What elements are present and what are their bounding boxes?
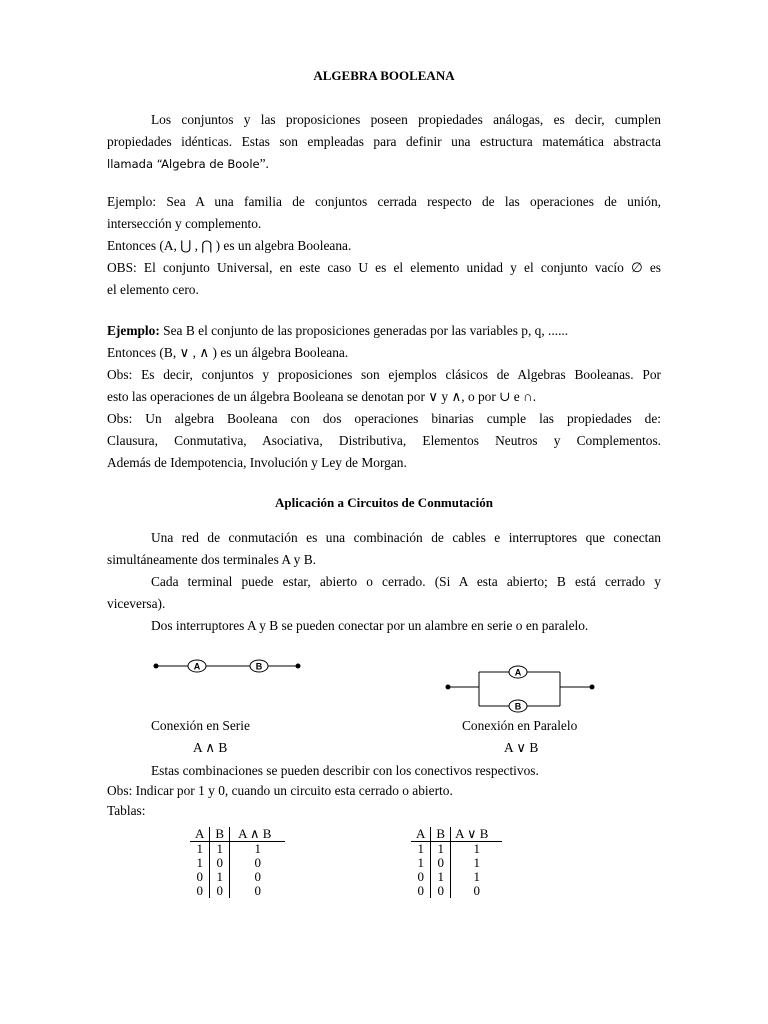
or-cell: 0	[473, 883, 480, 898]
and-cell: 0	[254, 855, 261, 870]
circuits-paragraph	[107, 527, 661, 637]
truth-table-or	[411, 827, 502, 898]
or-header-result: A ∨ B	[451, 827, 503, 842]
truth-table-and-header	[190, 827, 285, 842]
example1-line-3: Entonces (A, ⋃ , ⋂ ) es un algebra Booleana.	[107, 238, 352, 253]
and-cell: 1	[210, 842, 230, 857]
parallel-circuit-diagram	[442, 662, 602, 716]
parallel-terminal-left	[446, 685, 451, 690]
example2-line-1-text: Sea B el conjunto de las proposiciones generadas por las variables p, q, ......	[159, 323, 569, 338]
parallel-label: Conexión en Paralelo	[462, 718, 578, 733]
and-header-b: B	[210, 827, 230, 842]
intro-line-2: propiedades idénticas. Estas son empleadas para definir una estructura matemática abstracta	[107, 134, 661, 149]
intro-line-3-text: llamada “Algebra de Boole	[107, 157, 260, 171]
and-cell: 0	[254, 869, 261, 884]
or-cell: 0	[431, 856, 451, 870]
or-cell: 1	[411, 856, 431, 870]
example2-line-3: Obs: Es decir, conjuntos y proposiciones son ejemplos clásicos de Algebras Booleanas. Por	[107, 367, 661, 382]
circuits-line-2: simultáneamente dos terminales A y B.	[107, 552, 317, 567]
or-cell: 1	[411, 842, 431, 857]
circuits-line-3: Cada terminal puede estar, abierto o cerrado. (Si A esta abierto; B está cerrado y	[151, 574, 661, 589]
and-cell: 0	[254, 883, 261, 898]
tables-label: Tablas:	[107, 803, 146, 818]
example1-line-2: intersección y complemento.	[107, 216, 262, 231]
series-terminal-right	[296, 664, 301, 669]
after-diagram-line-2: Obs: Indicar por 1 y 0, cuando un circuito esta cerrado o abierto.	[107, 783, 453, 798]
example2-line-4: esto las operaciones de un álgebra Booleana se denotan por ∨ y ∧, o por ∪ e ∩.	[107, 389, 537, 404]
table-row	[190, 870, 285, 884]
page-title: ALGEBRA BOOLEANA	[313, 68, 455, 83]
and-cell: 1	[190, 856, 210, 870]
example2-label: Ejemplo:	[107, 323, 160, 338]
example2-paragraph	[107, 320, 661, 474]
or-cell: 0	[431, 884, 451, 898]
and-header-a: A	[190, 827, 210, 842]
or-header-b: B	[431, 827, 451, 842]
circuits-line-5: Dos interruptores A y B se pueden conectar por un alambre en serie o en paralelo.	[151, 618, 589, 633]
intro-line-3-end: ”.	[259, 156, 269, 171]
truth-table-and	[190, 827, 285, 898]
and-cell: 0	[210, 884, 230, 898]
and-cell: 0	[190, 870, 210, 884]
parallel-expression: A ∨ B	[504, 740, 539, 755]
example2-line-1	[107, 320, 661, 342]
or-cell: 0	[411, 884, 431, 898]
table-row	[190, 884, 285, 898]
and-cell: 0	[210, 856, 230, 870]
table-row	[411, 856, 502, 870]
or-cell: 0	[411, 870, 431, 884]
or-cell: 1	[473, 841, 480, 856]
or-cell: 1	[473, 855, 480, 870]
example1-line-4: OBS: El conjunto Universal, en este caso U es el elemento unidad y el conjunto vacío ∅ es	[107, 260, 661, 275]
intro-line-1: Los conjuntos y las proposiciones poseen propiedades análogas, es decir, cumplen	[151, 112, 661, 127]
example2-line-2: Entonces (B, ∨ , ∧ ) es un álgebra Booleana.	[107, 345, 349, 360]
circuits-line-1: Una red de conmutación es una combinación de cables e interruptores que conectan	[151, 530, 661, 545]
table-row	[190, 842, 285, 857]
table-row	[411, 884, 502, 898]
series-switch-b-label: B	[255, 661, 263, 672]
series-label: Conexión en Serie	[151, 718, 250, 733]
table-row	[411, 870, 502, 884]
truth-table-or-header	[411, 827, 502, 842]
and-cell: 0	[190, 884, 210, 898]
series-switch-a-label: A	[193, 661, 201, 672]
parallel-terminal-right	[590, 685, 595, 690]
or-cell: 1	[431, 842, 451, 857]
section-title-circuits: Aplicación a Circuitos de Conmutación	[275, 495, 493, 510]
intro-line-3	[107, 153, 661, 175]
example1-paragraph	[107, 191, 661, 301]
and-cell: 1	[210, 870, 230, 884]
example1-line-5: el elemento cero.	[107, 282, 199, 297]
series-terminal-left	[154, 664, 159, 669]
table-row	[411, 842, 502, 857]
series-circuit-diagram	[150, 655, 305, 677]
or-cell: 1	[473, 869, 480, 884]
parallel-switch-a-label: A	[514, 667, 522, 678]
after-diagram-line-1: Estas combinaciones se pueden describir con los conectivos respectivos.	[151, 763, 539, 778]
series-expression: A ∧ B	[193, 740, 228, 755]
and-header-result: A ∧ B	[230, 827, 286, 842]
or-cell: 1	[431, 870, 451, 884]
and-cell: 1	[254, 841, 261, 856]
example2-line-6: Clausura, Conmutativa, Asociativa, Distributiva, Elementos Neutros y Complementos.	[107, 433, 661, 448]
table-row	[190, 856, 285, 870]
example2-line-7: Además de Idempotencia, Involución y Ley de Morgan.	[107, 455, 407, 470]
example1-line-1: Ejemplo: Sea A una familia de conjuntos cerrada respecto de las operaciones de unión,	[107, 194, 661, 209]
circuits-line-4: viceversa).	[107, 596, 166, 611]
and-cell: 1	[190, 842, 210, 857]
parallel-switch-b-label: B	[514, 701, 522, 712]
example2-line-5: Obs: Un algebra Booleana con dos operaciones binarias cumple las propiedades de:	[107, 411, 661, 426]
or-header-a: A	[411, 827, 431, 842]
intro-paragraph	[107, 109, 661, 175]
